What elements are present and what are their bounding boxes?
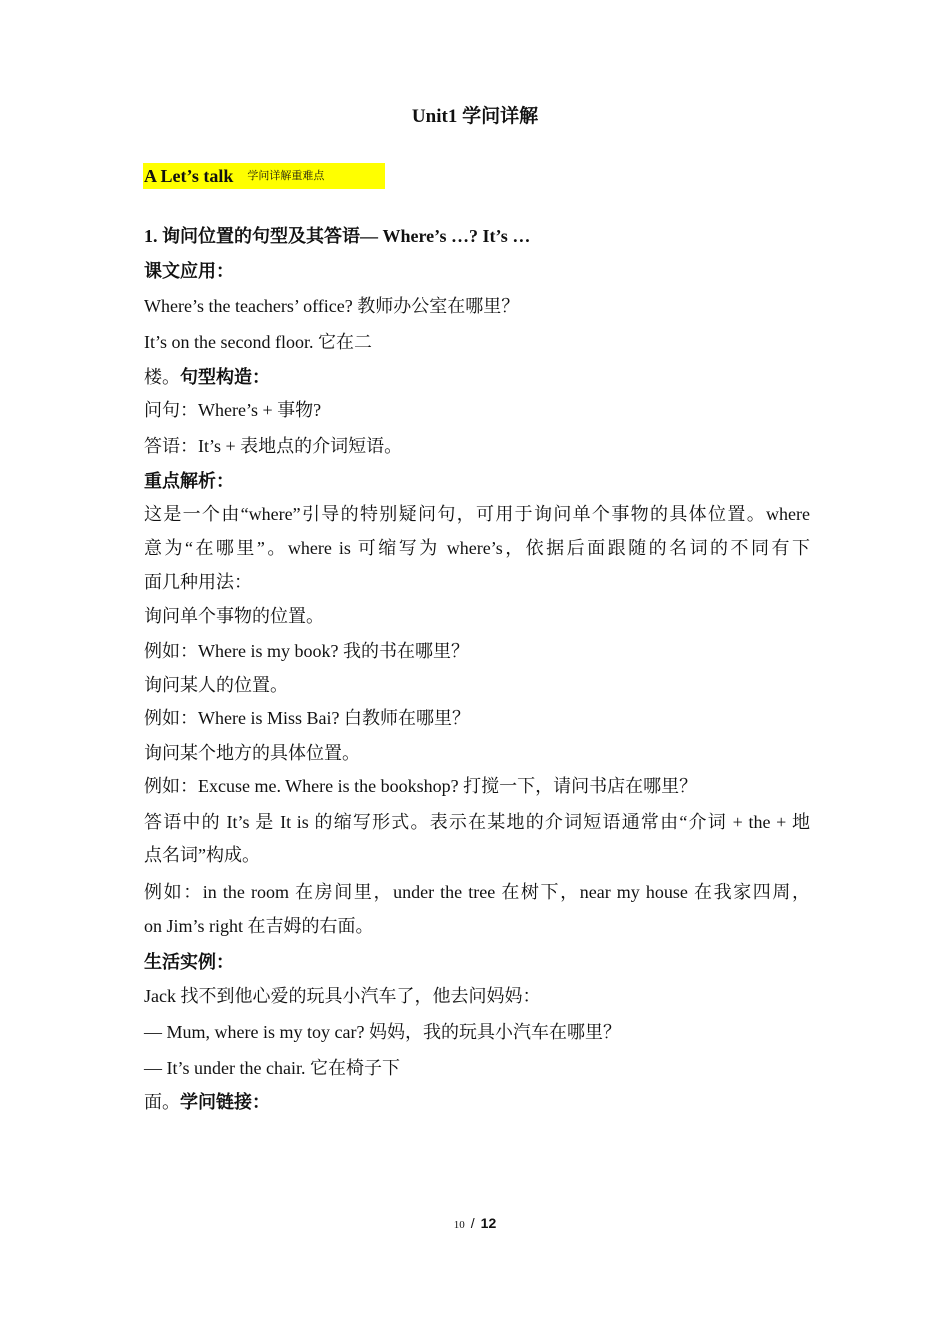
paragraph-line: 面几种用法： [144,572,252,592]
usage-item: 询问某个地方的具体位置。 [144,743,360,763]
text-line [144,1089,810,1115]
paragraph-line: 意为“在哪里”。where is 可缩写为 where’s，依据后面跟随的名词的不同有下 [144,538,810,558]
page-separator: / [470,1215,475,1231]
subheading-knowledge-link: 学问链接： [180,1092,270,1112]
dialogue-intro: Jack 找不到他心爱的玩具小汽车了，他去问妈妈： [144,986,541,1006]
page-number [0,1212,950,1236]
example-line: 例如：Excuse me. Where is the bookshop? 打搅一下，请问书店在哪里？ [144,776,698,796]
text-line [144,364,810,390]
paragraph-line: 例如：in the room 在房间里，under the tree 在树下，near my house 在我家四周， [144,882,810,902]
paragraph-line: 点名词”构成。 [144,845,260,865]
subheading-sentence-structure: 句型构造： [180,367,270,387]
example-line: 例如：Where is my book? 我的书在哪里？ [144,641,469,661]
paragraph-line: 这是一个由“where”引导的特别疑问句，可用于询问单个事物的具体位置。where [144,504,810,524]
usage-item: 询问某人的位置。 [144,675,288,695]
subheading-textbook-usage: 课文应用： [144,261,234,281]
text-fragment: 面。 [144,1092,180,1112]
text-fragment: 楼。 [144,367,180,387]
paragraph-line: on Jim’s right 在吉姆的右面。 [144,916,374,936]
example-line: It’s on the second floor. 它在二 [144,332,372,352]
current-page-number: 10 [453,1219,465,1231]
total-pages: 12 [480,1215,497,1231]
example-line: 例如：Where is Miss Bai? 白教师在哪里？ [144,708,470,728]
section-note: 学问详解重难点 [247,170,325,182]
subheading-real-life-example: 生活实例： [144,952,234,972]
page-title: Unit1 学问详解 [411,106,539,127]
usage-item: 询问单个事物的位置。 [144,606,324,626]
dialogue-line: — Mum, where is my toy car? 妈妈，我的玩具小汽车在哪里？ [144,1022,621,1042]
paragraph-line: 答语中的 It’s 是 It is 的缩写形式。表示在某地的介词短语通常由“介词 + the + 地 [144,812,810,832]
section-label: A Let’s talk [144,166,234,186]
dialogue-line: — It’s under the chair. 它在椅子下 [144,1058,400,1078]
pattern-question: 问句：Where’s + 事物? [144,400,322,420]
example-line: Where’s the teachers’ office? 教师办公室在哪里？ [144,296,520,316]
subheading-key-analysis: 重点解析： [144,471,234,491]
heading-question-pattern: 1. 询问位置的句型及其答语— Where’s …? It’s … [144,226,531,246]
pattern-answer: 答语：It’s + 表地点的介词短语。 [144,436,403,456]
section-highlight-box [143,163,385,189]
